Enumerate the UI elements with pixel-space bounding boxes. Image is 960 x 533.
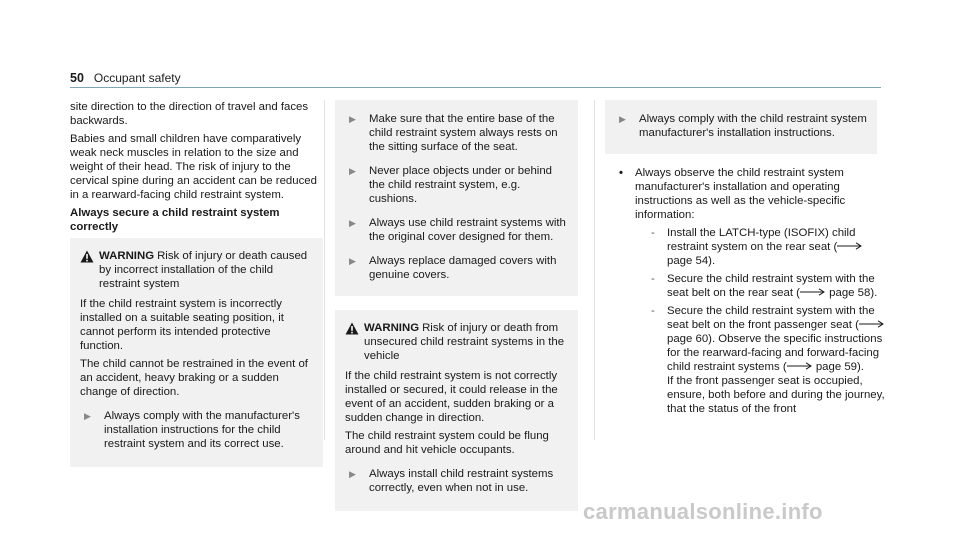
column-3 bbox=[594, 100, 885, 440]
page-ref-arrow-icon[interactable] bbox=[800, 288, 826, 296]
paragraph: Babies and small children have comparatively weak neck muscles in relation to the size and weight of their head. The risk of injury to the cervical spine during an accident can be reduced in a rearward-facing child restraint system. bbox=[70, 133, 317, 201]
arrow-right-icon: ▶ bbox=[84, 411, 91, 421]
sub-item-text: If the front passenger seat is occupied, ensure, both before and during the journey, that the status of the front bbox=[667, 375, 885, 415]
warning-triangle-icon bbox=[345, 322, 359, 335]
warning-box bbox=[70, 238, 323, 467]
watermark: carmanualsonline.info bbox=[583, 499, 823, 524]
arrow-right-icon: ▶ bbox=[349, 218, 356, 228]
sub-item-text: Secure the child restraint system with the seat belt on the rear seat bbox=[667, 273, 875, 299]
instruction-text: Always comply with the child restraint system manufacturer's installation instructions. bbox=[639, 113, 867, 139]
warning-heading: Risk of injury or death caused by incorrect installation of the child restraint system bbox=[99, 250, 308, 290]
arrow-right-icon: ▶ bbox=[619, 114, 626, 124]
sub-list bbox=[651, 226, 885, 416]
bullet-text: Always observe the child restraint system manufacturer's installation and operating instructions as well as the vehicle-specific information: bbox=[635, 167, 846, 221]
warning-title bbox=[345, 321, 568, 363]
section-title: Occupant safety bbox=[93, 71, 181, 85]
warning-box bbox=[335, 310, 578, 511]
dash-icon: - bbox=[651, 227, 655, 239]
page-header bbox=[70, 71, 181, 85]
sub-item-text: Secure the child restraint system with the seat belt on the front passenger seat bbox=[667, 305, 875, 331]
page-ref-link[interactable]: page 58). bbox=[829, 287, 878, 299]
instruction-text: Never place objects under or behind the child restraint system, e.g. cushions. bbox=[369, 165, 552, 205]
instruction-text: Make sure that the entire base of the child restraint system always rests on the sitting surface of the seat. bbox=[369, 113, 558, 153]
instruction-box bbox=[335, 100, 578, 296]
page-number: 50 bbox=[70, 71, 84, 85]
warning-triangle-icon bbox=[80, 250, 94, 263]
warning-paragraph: The child cannot be restrained in the event of an accident, heavy braking or a sudden change of direction. bbox=[80, 358, 308, 398]
sub-list-item: - Secure the child restraint system with the seat belt on the rear seat ( page 58). bbox=[651, 273, 878, 299]
page-ref-link[interactable]: page 54). bbox=[667, 255, 716, 267]
warning-label: WARNING bbox=[364, 322, 420, 334]
instruction-item bbox=[619, 112, 867, 140]
bullet-icon: • bbox=[619, 167, 623, 179]
instruction-item bbox=[349, 112, 568, 154]
instruction-text: Always install child restraint systems correctly, even when not in use. bbox=[369, 468, 554, 494]
page-ref-arrow-icon[interactable] bbox=[837, 242, 863, 250]
instruction-item bbox=[349, 216, 568, 244]
column-1 bbox=[70, 100, 323, 467]
sub-list-item: - Install the LATCH-type (ISOFIX) child restraint system on the rear seat ( page 54). bbox=[651, 226, 885, 268]
instruction-item bbox=[349, 254, 568, 282]
warning-paragraph: If the child restraint system is not correctly installed or secured, it could release in the event of an accident, sudden braking or a sudden change in direction. bbox=[345, 370, 558, 424]
arrow-right-icon: ▶ bbox=[349, 166, 356, 176]
dash-icon: - bbox=[651, 305, 655, 317]
warning-paragraph: The child restraint system could be flung around and hit vehicle occupants. bbox=[345, 430, 549, 456]
warning-heading: Risk of injury or death from unsecured child restraint systems in the vehicle bbox=[364, 322, 565, 362]
warning-paragraph: If the child restraint system is incorrectly installed on a suitable seating position, it cannot perform its intended protective function. bbox=[80, 298, 284, 352]
column-2 bbox=[324, 100, 578, 494]
list-item bbox=[619, 166, 885, 420]
instruction-item bbox=[349, 164, 568, 206]
instruction-item bbox=[84, 409, 313, 451]
bullet-list bbox=[619, 166, 885, 420]
dash-icon: - bbox=[651, 273, 655, 285]
arrow-right-icon: ▶ bbox=[349, 469, 356, 479]
arrow-right-icon: ▶ bbox=[349, 256, 356, 266]
instruction-text: Always use child restraint systems with the original cover designed for them. bbox=[369, 217, 566, 243]
warning-label: WARNING bbox=[99, 250, 155, 262]
paragraph: site direction to the direction of travel and faces backwards. bbox=[70, 101, 309, 127]
page-ref-link[interactable]: page 60). Observe the specific instructions for the rearward-facing and forward-facing child restraint systems bbox=[667, 333, 883, 373]
instruction-text: Always comply with the manufacturer's installation instructions for the child restraint system and its correct use. bbox=[104, 410, 300, 450]
instruction-item bbox=[349, 467, 568, 495]
sub-list-item: - Secure the child restraint system with the seat belt on the front passenger seat ( page 60). Observe the specific instructions for the rearward-facing and forward-facing child restraint systems ( page 59). If the front passenger seat is occupied, ensure, both before and during the journey, that the status of the front bbox=[651, 305, 885, 415]
page-ref-arrow-icon[interactable] bbox=[859, 320, 885, 328]
page-ref-arrow-icon[interactable] bbox=[787, 362, 813, 370]
instruction-box bbox=[605, 100, 877, 154]
header-divider bbox=[70, 87, 881, 88]
sub-item-text: Install the LATCH-type (ISOFIX) child restraint system on the rear seat bbox=[667, 227, 856, 253]
section-heading: Always secure a child restraint system correctly bbox=[70, 207, 280, 233]
instruction-text: Always replace damaged covers with genuine covers. bbox=[369, 255, 557, 281]
warning-title bbox=[80, 249, 313, 291]
page-ref-link[interactable]: page 59). bbox=[815, 361, 864, 373]
arrow-right-icon: ▶ bbox=[349, 114, 356, 124]
